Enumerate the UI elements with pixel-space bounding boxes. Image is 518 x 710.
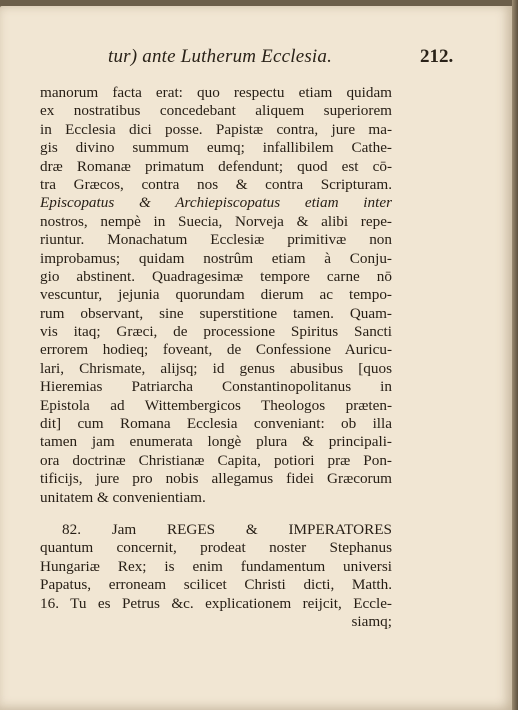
text-line: unitatem & convenientiam. — [40, 488, 206, 506]
text-line: Hungariæ Rex; is enim fundamentum universi — [40, 557, 392, 575]
text-line: ex nostratibus concedebant aliquem superiorem — [40, 102, 392, 120]
text-line: 82. Jam REGES & IMPERATORES — [62, 520, 392, 538]
text-line: Episcopatus & Archiepiscopatus etiam inter — [40, 194, 392, 212]
text-line: riuntur. Monachatum Ecclesiæ primitivæ non — [40, 231, 392, 249]
text-line: dræ Romanæ primatum defendunt; quod est cō- — [40, 157, 392, 175]
text-line: vescuntur, jejunia quorundam dierum ac tempo- — [40, 286, 392, 304]
text-line: dit] cum Romana Ecclesia conveniant: ob illa — [40, 415, 392, 433]
body-text — [40, 84, 392, 631]
page-edge — [512, 0, 518, 710]
running-head: tur) ante Lutherum Ecclesia. — [108, 46, 333, 67]
text-line: manorum facta erat: quo respectu etiam quidam — [40, 84, 392, 101]
text-line: Epistola ad Wittembergicos Theologos præten- — [40, 396, 392, 414]
page-number: 212. — [420, 46, 454, 67]
paragraph-gap — [40, 507, 392, 521]
text-line: in Ecclesia dici posse. Papistæ contra, jure ma- — [40, 120, 392, 138]
text-line: lari, Chrismate, alijsq; id genus abusibus [quos — [40, 359, 392, 377]
text-line: siamq; — [351, 612, 392, 630]
text-line: tamen jam enumerata longè plura & principali- — [40, 433, 392, 451]
text-line: tra Græcos, contra nos & contra Scripturam. — [40, 175, 392, 193]
text-line: tificijs, jure pro nobis allegamus fidei Græcorum — [40, 470, 392, 488]
text-line: gis divino summum eumq; infallibilem Cathe- — [40, 139, 392, 157]
text-line: errorem hodieq; foveant, de Confessione Auricu- — [40, 341, 392, 359]
text-line: 16. Tu es Petrus &c. explicationem reijcit, Eccle- — [40, 594, 392, 612]
page-header — [0, 46, 512, 70]
text-line: vis itaq; Græci, de processione Spiritus Sancti — [40, 323, 392, 341]
text-line: rum observant, sine superstitione tamen. Quam- — [40, 304, 392, 322]
text-line: improbamus; quidam nostrûm etiam à Conju- — [40, 249, 392, 267]
text-line: gio abstinent. Quadragesimæ tempore carne nō — [40, 267, 392, 285]
text-line: Papatus, erroneam scilicet Christi dicti, Matth. — [40, 576, 392, 594]
book-page — [0, 6, 512, 710]
text-line: quantum concernit, prodeat noster Stephanus — [40, 539, 392, 557]
text-line: ora doctrinæ Christianæ Capita, potiori præ Pon- — [40, 451, 392, 469]
text-line: nostros, nempè in Suecia, Norveja & alibi repe- — [40, 212, 392, 230]
text-line: Hieremias Patriarcha Constantinopolitanus in — [40, 378, 392, 396]
